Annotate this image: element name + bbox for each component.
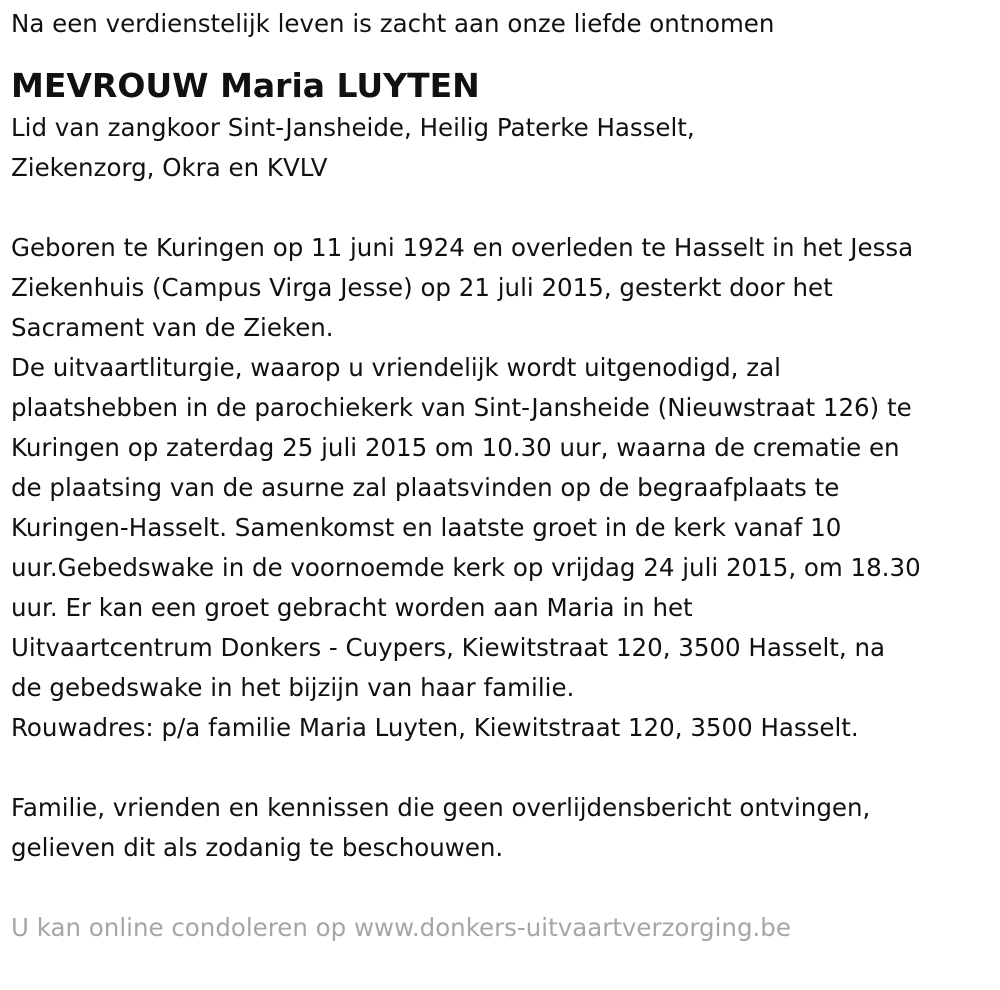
body-line: Kuringen-Hasselt. Samenkomst en laatste groet in de kerk vanaf 10 bbox=[11, 513, 842, 542]
body-line: Geboren te Kuringen op 11 juni 1924 en overleden te Hasselt in het Jessa bbox=[11, 233, 914, 262]
spacer bbox=[11, 188, 991, 228]
spacer bbox=[11, 748, 991, 788]
body-line: de plaatsing van de asurne zal plaatsvinden op de begraafplaats te bbox=[11, 473, 840, 502]
online-condolence-text: U kan online condoleren op www.donkers-uitvaartverzorging.be bbox=[11, 913, 791, 942]
memberships-block bbox=[11, 108, 991, 188]
body-line: De uitvaartliturgie, waarop u vriendelijk wordt uitgenodigd, zal bbox=[11, 353, 781, 382]
notice-line: gelieven dit als zodanig te beschouwen. bbox=[11, 833, 504, 862]
body-line: Kuringen op zaterdag 25 juli 2015 om 10.30 uur, waarna de crematie en bbox=[11, 433, 900, 462]
membership-line: Lid van zangkoor Sint-Jansheide, Heilig Paterke Hasselt, bbox=[11, 113, 695, 142]
mourning-address: Rouwadres: p/a familie Maria Luyten, Kiewitstraat 120, 3500 Hasselt. bbox=[11, 713, 859, 742]
body-text-block bbox=[11, 228, 991, 748]
spacer bbox=[11, 868, 991, 908]
body-line: uur.Gebedswake in de voornoemde kerk op vrijdag 24 juli 2015, om 18.30 bbox=[11, 553, 921, 582]
body-line: Ziekenhuis (Campus Virga Jesse) op 21 juli 2015, gesterkt door het bbox=[11, 273, 833, 302]
body-line: de gebedswake in het bijzijn van haar familie. bbox=[11, 673, 575, 702]
notice-block bbox=[11, 788, 991, 868]
body-line: Sacrament van de Zieken. bbox=[11, 313, 334, 342]
notice-line: Familie, vrienden en kennissen die geen overlijdensbericht ontvingen, bbox=[11, 793, 871, 822]
deceased-name: MEVROUW Maria LUYTEN bbox=[11, 66, 480, 105]
membership-line: Ziekenzorg, Okra en KVLV bbox=[11, 153, 328, 182]
body-line: plaatshebben in de parochiekerk van Sint-Jansheide (Nieuwstraat 126) te bbox=[11, 393, 912, 422]
intro-text: Na een verdienstelijk leven is zacht aan onze liefde ontnomen bbox=[11, 9, 775, 38]
body-line: Uitvaartcentrum Donkers - Cuypers, Kiewitstraat 120, 3500 Hasselt, na bbox=[11, 633, 885, 662]
obituary-notice bbox=[11, 4, 991, 948]
body-line: uur. Er kan een groet gebracht worden aan Maria in het bbox=[11, 593, 693, 622]
